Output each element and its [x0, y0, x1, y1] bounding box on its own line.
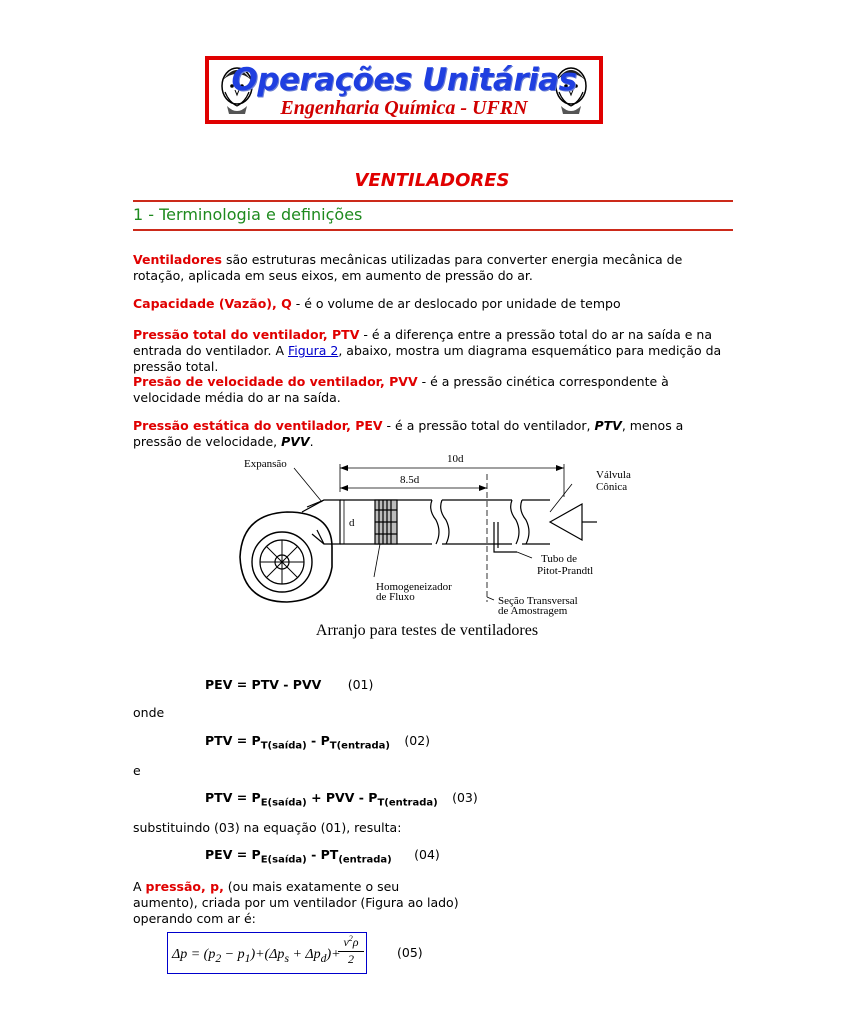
equation-subscript: (entrada) [338, 854, 392, 866]
equation-subscript: T(entrada) [329, 740, 390, 752]
figura-2-link[interactable]: Figura 2 [288, 343, 339, 358]
definition-text: , abaixo, mostra um diagrama esquemático para medição da pressão total. [133, 343, 722, 374]
pvv-symbol: PVV [281, 434, 310, 449]
definition-text: - é a pressão total do ventilador, [382, 418, 595, 433]
formula-05-box [167, 932, 367, 974]
fraction-numerator [338, 934, 364, 950]
formula-term: )+ [326, 947, 341, 962]
formula-05 [172, 947, 341, 965]
definition-text: - é o volume de ar deslocado por unidade de tempo [291, 296, 621, 311]
ptv-symbol: PTV [594, 418, 622, 433]
equation-number: (01) [347, 677, 374, 692]
equation-01 [205, 677, 373, 692]
equation-number: (02) [404, 733, 431, 748]
label-8-5d: 8.5d [400, 474, 420, 486]
paragraph-ventiladores [133, 252, 733, 284]
term-ptv: Pressão total do ventilador, PTV [133, 327, 360, 342]
definition-text: são estruturas mecânicas utilizadas para converter energia mecânica de rotação, aplicada em seus eixos, em aumento de pressão do ar. [133, 252, 683, 283]
numerator-rho: ρ [352, 935, 359, 949]
paragraph-ptv [133, 327, 733, 375]
definition-text: , menos a pressão de velocidade, [133, 418, 684, 449]
label-de-amostragem: de Amostragem [498, 605, 568, 617]
equation-mid: - PT [306, 847, 339, 862]
formula-term: )+(Δp [250, 947, 285, 962]
formula-term: Δp [172, 947, 188, 962]
page-title: VENTILADORES [354, 170, 510, 191]
label-valvula: Válvula [596, 469, 631, 481]
paragraph-capacidade [133, 296, 733, 312]
equation-subscript: T(entrada) [377, 797, 438, 809]
banner [205, 56, 603, 124]
definition-text: - é a diferença entre a pressão total do ar na saída e na entrada do ventilador. A [133, 327, 712, 358]
fan-test-diagram [232, 452, 631, 648]
term-pev: Pressão estática do ventilador, PEV [133, 418, 383, 433]
numerator-sup: 2 [348, 934, 353, 943]
label-pitot-prandtl: Pitot-Prandtl [537, 565, 594, 577]
definition-text: - é a pressão cinética correspondente à velocidade média do ar na saída. [133, 374, 669, 405]
label-d: d [349, 517, 355, 529]
label-tubo-de: Tubo de [541, 553, 577, 565]
formula-term: + Δp [288, 947, 321, 962]
fraction-denominator: 2 [338, 951, 364, 967]
equation-subscript: T(saída) [260, 740, 307, 752]
label-de-fluxo: de Fluxo [376, 591, 415, 603]
text-e: e [133, 763, 141, 778]
definition-text: . [309, 434, 314, 449]
label-homogeneizador: Homogeneizador [376, 581, 452, 593]
equation-lhs: PTV = P [205, 790, 261, 805]
equation-subscript: E(saída) [260, 854, 307, 866]
label-10d: 10d [447, 453, 464, 465]
formula-subscript: s [284, 951, 289, 965]
paragraph-pressao [133, 879, 463, 927]
term-capacidade: Capacidade (Vazão), Q [133, 296, 292, 311]
paragraph-pev [133, 418, 733, 450]
formula-subscript: 1 [244, 951, 251, 965]
text-onde: onde [133, 705, 165, 720]
equation-subscript: E(saída) [260, 797, 307, 809]
equation-lhs: PTV = P [205, 733, 261, 748]
banner-title: Operações Unitárias [231, 62, 577, 98]
paragraph-pvv [133, 374, 733, 406]
term-ventiladores: Ventiladores [133, 252, 222, 267]
equation-mid: - P [306, 733, 330, 748]
equation-number: (04) [414, 847, 440, 862]
term-pvv: Presão de velocidade do ventilador, PVV [133, 374, 418, 389]
label-expansao: Expansão [244, 458, 287, 470]
text-substituindo: substituindo (03) na equação (01), resulta: [133, 820, 402, 835]
banner-subtitle: Engenharia Química - UFRN [280, 97, 528, 119]
equation-mid: + PVV - P [306, 790, 378, 805]
label-secao-transversal: Seção Transversal [498, 595, 578, 607]
equation-02 [205, 733, 430, 752]
equation-number: (03) [452, 790, 478, 805]
equation-text: PEV = PTV - PVV [205, 677, 322, 692]
label-conica: Cônica [596, 481, 628, 493]
formula-subscript: d [320, 951, 327, 965]
formula-fraction [338, 934, 364, 967]
formula-term: = (p [190, 947, 216, 962]
equation-number-05: (05) [397, 945, 423, 960]
numerator-v: v [343, 935, 349, 949]
section-divider [133, 229, 733, 231]
formula-term: − p [221, 947, 245, 962]
equation-lhs: PEV = P [205, 847, 261, 862]
section-title: 1 - Terminologia e definições [133, 205, 363, 224]
equation-03 [205, 790, 478, 809]
equation-04 [205, 847, 440, 866]
paragraph-text: (ou mais exatamente o seu aumento), criada por um ventilador (Figura ao lado) operando com ar é: [133, 879, 459, 926]
formula-subscript: 2 [215, 951, 222, 965]
figure-caption: Arranjo para testes de ventiladores [315, 622, 539, 639]
paragraph-text: A [133, 879, 146, 894]
top-divider [133, 200, 733, 202]
term-pressao: pressão, p, [145, 879, 224, 894]
